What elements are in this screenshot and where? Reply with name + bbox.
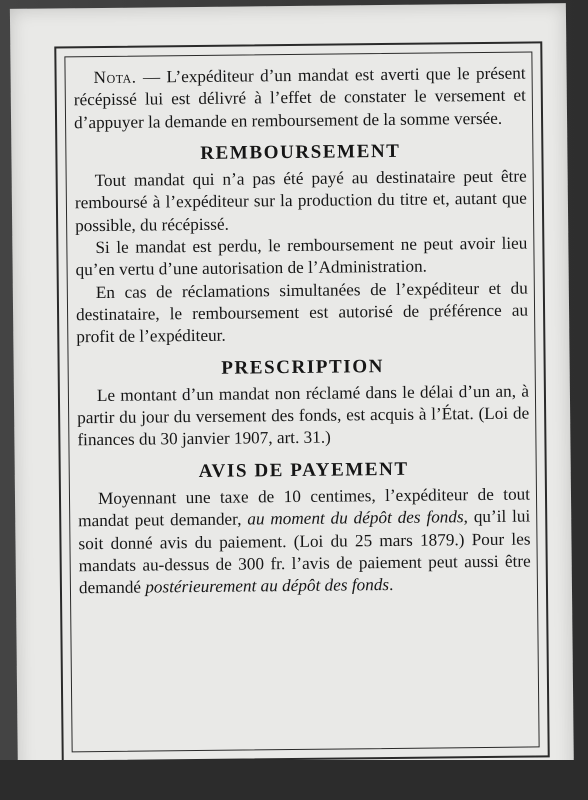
avis-text-2: , qu’il lui soit donné avis du paiement. (Loi du 25 mars 1879.) Pour les mandats au-dessus de 300 fr. l’avis de paiement peut aussi être demandé	[78, 506, 531, 598]
prescription-paragraph: Le montant d’un mandat non réclamé dans le délai d’un an, à partir du jour du versement des fonds, est acquis à l’État. (Loi de finances du 30 janvier 1907, art. 31.)	[77, 381, 530, 450]
remboursement-paragraph-3: En cas de réclamations simultanées de l’expéditeur et du destinataire, le remboursement est autorisé de préférence au profit de l’expéditeur.	[75, 278, 529, 347]
nota-label: Nota.	[93, 67, 137, 88]
heading-remboursement: REMBOURSEMENT	[200, 140, 401, 164]
avis-paragraph	[78, 484, 531, 600]
remboursement-paragraph-2: Si le mandat est perdu, le remboursement ne peut avoir lieu qu’en vertu d’une autorisation de l’Administration.	[75, 233, 528, 280]
nota-paragraph	[73, 63, 526, 135]
receipt-paper	[10, 3, 574, 799]
heading-prescription: PRESCRIPTION	[221, 355, 385, 379]
notice-text-block	[64, 51, 539, 752]
avis-italic-2: postérieurement au dépôt des fonds	[145, 575, 390, 597]
outer-border	[54, 41, 549, 762]
remboursement-paragraph-1: Tout mandat qui n’a pas été payé au destinataire peut être remboursé à l’expéditeur sur la production du titre et, autant que possible, du récépissé.	[74, 166, 527, 236]
avis-italic-1: au moment du dépôt des fonds	[247, 507, 464, 529]
nota-text: — L’expéditeur d’un mandat est averti que le présent récépissé lui est délivré à l’effet de constater le versement et d’appuyer la demande en remboursement de la somme versée.	[73, 63, 526, 132]
avis-text-1: Moyennant une taxe de 10 centimes, l’expéditeur de tout mandat peut demander,	[78, 484, 531, 531]
heading-avis-de-payement: AVIS DE PAYEMENT	[198, 458, 409, 482]
avis-text-3: .	[388, 575, 394, 595]
scan-bottom-edge	[0, 760, 588, 800]
